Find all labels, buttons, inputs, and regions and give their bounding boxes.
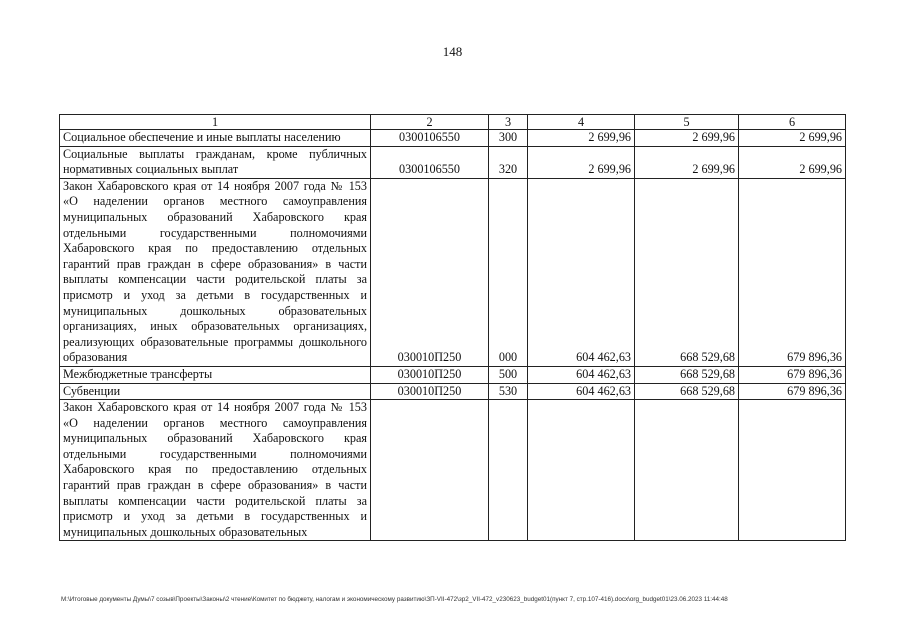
table-header-row [60,115,846,130]
row-value-1 [528,400,635,541]
row-type: 500 [489,366,528,383]
header-cell: 3 [489,115,528,130]
row-value-2: 668 529,68 [635,178,739,366]
row-name: Закон Хабаровского края от 14 ноября 2007 года № 153 «О наделении органов местного самоуправления муниципальных образований Хабаровского края отдельными государственными полномочиями Хабаровского края по предоставлению отдельных гарантий прав граждан в сфере образования» в части выплаты компенсации части родительской платы за присмотр и уход за детьми в государственных и муниципальных дошкольных образовательных организациях, иных образовательных организациях, реализующих образовательные программы дошкольного образования [60,178,371,366]
table-row [60,146,846,178]
row-value-3: 2 699,96 [739,146,846,178]
row-code: 0300106550 [371,130,489,147]
table-row [60,400,846,541]
row-value-3: 679 896,36 [739,366,846,383]
row-value-1: 604 462,63 [528,366,635,383]
table-row [60,130,846,147]
row-value-2: 668 529,68 [635,383,739,400]
row-value-3 [739,400,846,541]
row-code: 030010П250 [371,366,489,383]
row-value-3: 2 699,96 [739,130,846,147]
row-value-2 [635,400,739,541]
page-number: 148 [442,44,463,59]
row-value-3: 679 896,36 [739,178,846,366]
row-code: 030010П250 [371,178,489,366]
row-value-1: 604 462,63 [528,178,635,366]
row-code: 0300106550 [371,146,489,178]
row-type: 000 [489,178,528,366]
header-cell: 6 [739,115,846,130]
budget-table [59,114,846,541]
table-row [60,178,846,366]
row-value-3: 679 896,36 [739,383,846,400]
row-value-1: 2 699,96 [528,146,635,178]
row-value-2: 668 529,68 [635,366,739,383]
row-type: 530 [489,383,528,400]
table-row [60,366,846,383]
row-value-1: 2 699,96 [528,130,635,147]
footer-file-path: M:\Итоговые документы Думы\7 созыв\Проекты\Законы\2 чтение\Комитет по бюджету, налогам и экономическому развитию\ЗП-VII-472\зр2_VII-472_v230623_budget01(пункт 7, стр.107-416).docx\org_budget01\23.06.2023 11:44:48 [61,596,728,603]
row-name: Социальное обеспечение и иные выплаты населению [60,130,371,147]
row-name: Закон Хабаровского края от 14 ноября 2007 года № 153 «О наделении органов местного самоуправления муниципальных образований Хабаровского края отдельными государственными полномочиями Хабаровского края по предоставлению отдельных гарантий прав граждан в сфере образования» в части выплаты компенсации части родительской платы за присмотр и уход за детьми в государственных и муниципальных дошкольных образовательных [60,400,371,541]
row-code [371,400,489,541]
header-cell: 4 [528,115,635,130]
row-code: 030010П250 [371,383,489,400]
header-cell: 1 [60,115,371,130]
row-value-2: 2 699,96 [635,130,739,147]
table-row [60,383,846,400]
row-value-2: 2 699,96 [635,146,739,178]
row-value-1: 604 462,63 [528,383,635,400]
row-type: 300 [489,130,528,147]
row-name: Субвенции [60,383,371,400]
row-type: 320 [489,146,528,178]
header-cell: 2 [371,115,489,130]
row-type [489,400,528,541]
row-name: Социальные выплаты гражданам, кроме публичных нормативных социальных выплат [60,146,371,178]
row-name: Межбюджетные трансферты [60,366,371,383]
header-cell: 5 [635,115,739,130]
